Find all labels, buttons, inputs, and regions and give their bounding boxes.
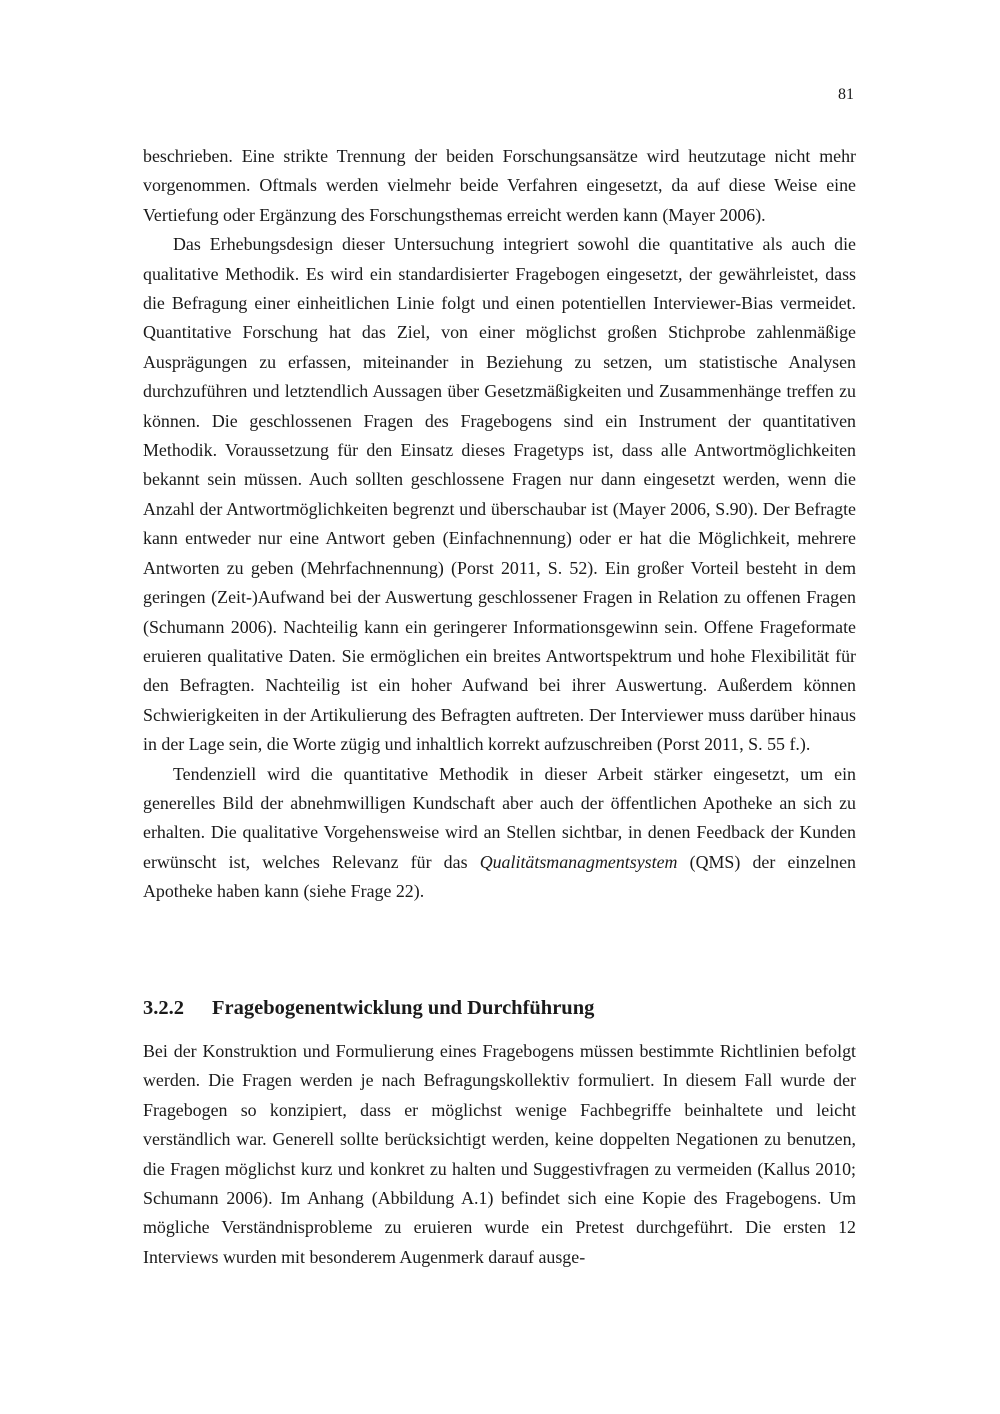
paragraph-text: Tendenziell wird die quantitative Methodik in dieser Arbeit stärker eingesetzt, um ein generelles Bild der abnehmwilligen Kundschaft aber auch der öffentlichen Apotheke an sich zu erhalten. Die qualitative Vorgehensweise wird an Stellen sichtbar, in denen Feedback der Kunden erwünscht ist, welches Relevanz für das xyxy=(143,763,856,872)
section-title: Fragebogenentwicklung und Durchführung xyxy=(212,997,595,1019)
paragraph: Das Erhebungsdesign dieser Untersuchung integriert sowohl die quantitative als auch die qualitative Methodik. Es wird ein standardisierter Fragebogen eingesetzt, der gewährleistet, dass die Befragung einer einheitlichen Linie folgt und einen potentiellen Interviewer-Bias vermeidet. Quantitative Forschung hat das Ziel, von einer möglichst großen Stichprobe zahlenmäßige Ausprägungen zu erfassen, miteinander in Beziehung zu setzen, um statistische Analysen durchzuführen und letztendlich Aussagen über Gesetzmäßigkeiten und Zusammenhänge treffen zu können. Die geschlossenen Fragen des Fragebogens sind ein Instrument der quantitativen Methodik. Voraussetzung für den Einsatz dieses Fragetyps ist, dass alle Antwortmöglichkeiten bekannt sein müssen. Auch sollten geschlossene Fragen nur dann eingesetzt werden, wenn die Anzahl der Antwortmöglichkeiten begrenzt und überschaubar ist (Mayer 2006, S.90). Der Befragte kann entweder nur eine Antwort geben (Einfachnennung) oder er hat die Möglichkeit, mehrere Antworten zu geben (Mehrfachnennung) (Porst 2011, S. 52). Ein großer Vorteil besteht in dem geringen (Zeit-)Aufwand bei der Auswertung geschlossener Fragen in Relation zu offenen Fragen (Schumann 2006). Nachteilig kann ein geringerer Informationsgewinn sein. Offene Frageformate eruieren qualitative Daten. Sie ermöglichen ein breites Antwortspektrum und hohe Flexibilität für den Befragten. Nachteilig ist ein hoher Aufwand bei ihrer Auswertung. Außerdem können Schwierigkeiten in der Artikulierung des Befragten auftreten. Der Interviewer muss darüber hinaus in der Lage sein, die Worte zügig und inhaltlich korrekt aufzuschreiben (Porst 2011, S. 55 f.). xyxy=(143,234,856,755)
body-text-top xyxy=(143,142,856,907)
paragraph: Bei der Konstruktion und Formulierung eines Fragebogens müssen bestimmte Richtlinien befolgt werden. Die Fragen werden je nach Befragungskollektiv formuliert. In diesem Fall wurde der Fragebogen so konzipiert, dass er möglichst wenige Fachbegriffe beinhaltete und leicht verständlich war. Generell sollte berücksichtigt werden, keine doppelten Negationen zu benutzen, die Fragen möglichst kurz und konkret zu halten und Suggestivfragen zu vermeiden (Kallus 2010; Schumann 2006). Im Anhang (Abbildung A.1) befindet sich eine Kopie des Fragebogens. Um mögliche Verständnisprobleme zu eruieren wurde ein Pretest durchgeführt. Die ersten 12 Interviews wurden mit besonderem Augenmerk darauf ausge- xyxy=(143,1041,856,1267)
paragraph xyxy=(143,760,856,907)
emphasized-term: Qualitätsmanagmentsystem xyxy=(479,851,678,872)
section-heading xyxy=(143,994,856,1022)
section-number: 3.2.2 xyxy=(143,997,184,1019)
page-number: 81 xyxy=(838,86,854,103)
paragraph-text: (QMS) der einzelnen Apotheke haben kann (siehe Frage 22). xyxy=(143,851,856,902)
body-text-bottom xyxy=(143,1037,856,1272)
paragraph: beschrieben. Eine strikte Trennung der beiden Forschungsansätze wird heutzutage nicht mehr vorgenommen. Oftmals werden vielmehr beide Verfahren eingesetzt, da auf diese Weise eine Vertiefung oder Ergänzung des Forschungsthemas erreicht werden kann (Mayer 2006). xyxy=(143,146,856,225)
